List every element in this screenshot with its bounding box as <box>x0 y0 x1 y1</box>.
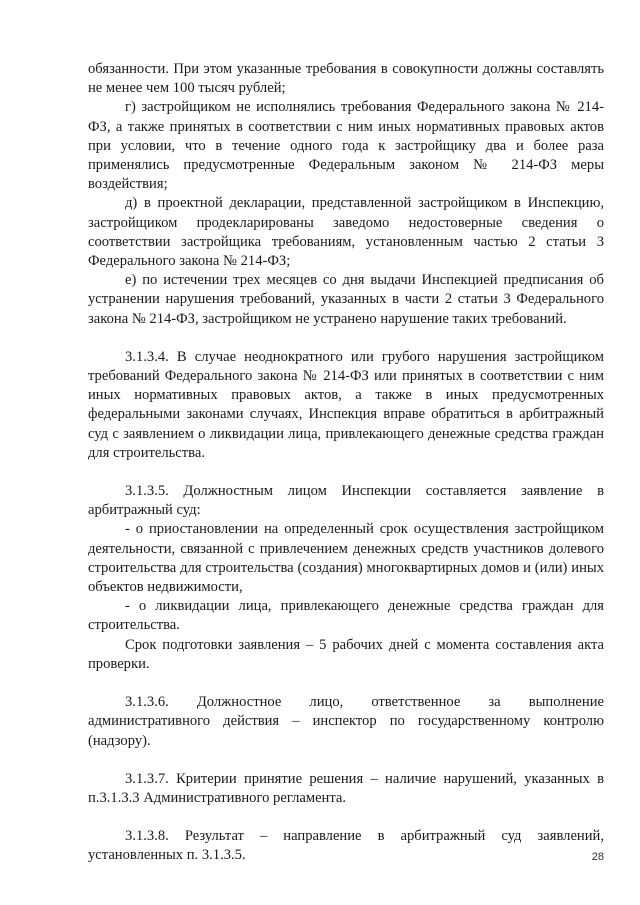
paragraph-3-1-3-7: 3.1.3.7. Критерии принятие решения – наличие нарушений, указанных в п.3.1.3.3 Административного регламента. <box>88 770 604 806</box>
paragraph-3-1-3-4: 3.1.3.4. В случае неоднократного или грубого нарушения застройщиком требований Федерального закона № 214-ФЗ или принятых в соответствии с ним иных нормативных правовых актов, а также в иных предусмотренных федеральными законами случаях, Инспекция вправе обратиться в арбитражный суд с заявлением о ликвидации лица, привлекающего денежные средства граждан для строительства. <box>88 348 604 461</box>
paragraph-continuation: обязанности. При этом указанные требования в совокупности должны составлять не менее чем 100 тысяч рублей; <box>88 61 604 97</box>
paragraph-list-item-suspension: - о приостановлении на определенный срок осуществления застройщиком деятельности, связанной с привлечением денежных средств участников долевого строительства для строительства (создания) многоквартирных домов и (или) иных объектов недвижимости, <box>88 521 604 596</box>
paragraph-3-1-3-6: 3.1.3.6. Должностное лицо, ответственное за выполнение административного действия – инспектор по государственному контролю (надзору). <box>88 694 604 749</box>
paragraph-spacer <box>88 751 604 770</box>
paragraph-spacer <box>88 329 604 348</box>
paragraph-3-1-3-5: 3.1.3.5. Должностным лицом Инспекции составляется заявление в арбитражный суд: <box>88 483 604 519</box>
paragraph-3-1-3-8: 3.1.3.8. Результат – направление в арбитражный суд заявлений, установленных п. 3.1.3.5. <box>88 828 604 864</box>
paragraph-item-d: д) в проектной декларации, представленной застройщиком в Инспекцию, застройщиком продекларированы заведомо недостоверные сведения о соответствии застройщика требованиям, установленным частью 2 статьи 3 Федерального закона № 214-ФЗ; <box>88 195 604 270</box>
page-number: 28 <box>591 851 604 863</box>
document-body <box>88 60 604 866</box>
paragraph-item-g: г) застройщиком не исполнялись требования Федерального закона № 214-ФЗ, а также принятых в соответствии с ним иных нормативных правовых актов при условии, что в течение одного года к застройщику два и более раза применялись предусмотренные Федеральным законом № 214-ФЗ меры воздействия; <box>88 99 604 193</box>
paragraph-spacer <box>88 808 604 827</box>
paragraph-spacer <box>88 674 604 693</box>
paragraph-item-e: е) по истечении трех месяцев со дня выдачи Инспекцией предписания об устранении нарушения требований, указанных в части 2 статьи 3 Федерального закона № 214-ФЗ, застройщиком не устранено нарушение таких требований. <box>88 272 604 327</box>
paragraph-list-item-liquidation: - о ликвидации лица, привлекающего денежные средства граждан для строительства. <box>88 598 604 634</box>
paragraph-spacer <box>88 463 604 482</box>
paragraph-deadline: Срок подготовки заявления – 5 рабочих дней с момента составления акта проверки. <box>88 636 604 672</box>
